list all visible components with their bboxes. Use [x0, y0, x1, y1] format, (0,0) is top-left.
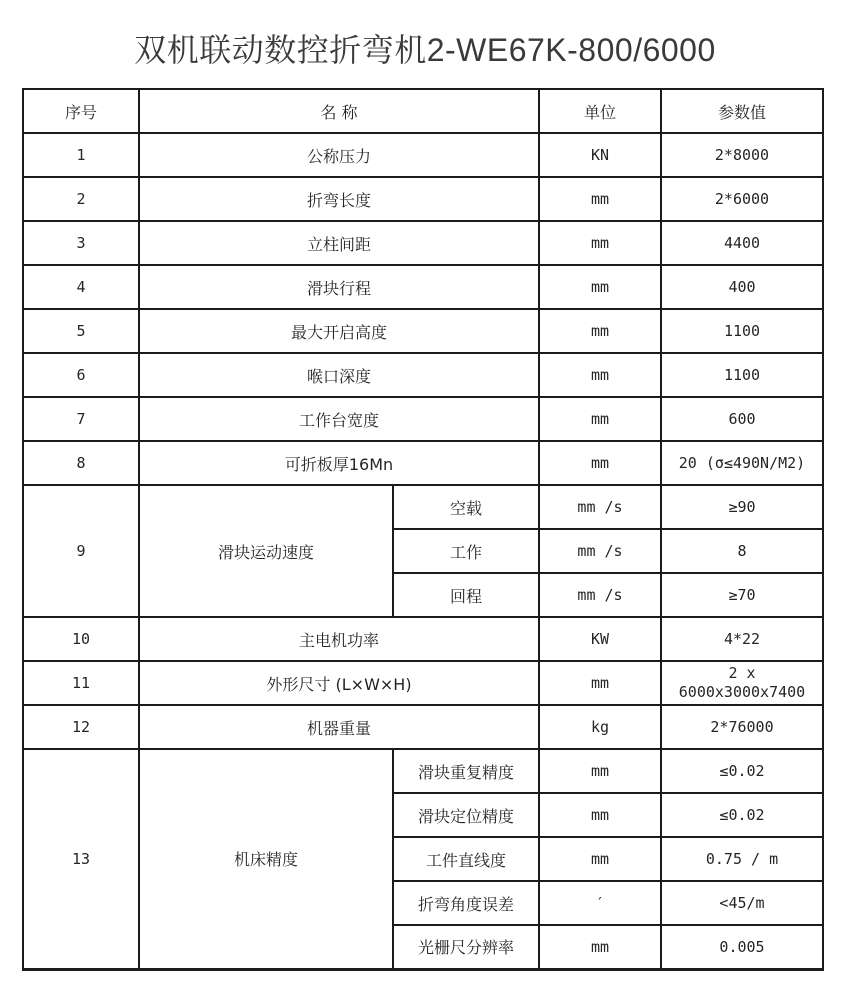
- cell-subname: 空载: [393, 485, 539, 529]
- cell-value: <45/m: [661, 881, 823, 925]
- cell-unit: kg: [539, 705, 661, 749]
- cell-subname: 滑块定位精度: [393, 793, 539, 837]
- cell-value: ≥70: [661, 573, 823, 617]
- table-row: [23, 221, 823, 265]
- cell-unit: mm: [539, 441, 661, 485]
- cell-name: 公称压力: [139, 133, 539, 177]
- header-unit: 单位: [539, 89, 661, 133]
- cell-subname: 滑块重复精度: [393, 749, 539, 793]
- cell-unit: mm /s: [539, 485, 661, 529]
- cell-unit: KN: [539, 133, 661, 177]
- cell-no: 3: [23, 221, 139, 265]
- cell-name: 滑块行程: [139, 265, 539, 309]
- header-value: 参数值: [661, 89, 823, 133]
- cell-value: 20 (σ≤490N/M2): [661, 441, 823, 485]
- cell-unit: mm: [539, 749, 661, 793]
- cell-value-line1: 2 x: [728, 664, 756, 682]
- table-row: [23, 705, 823, 749]
- cell-unit: mm: [539, 221, 661, 265]
- cell-value: ≤0.02: [661, 793, 823, 837]
- cell-subname: 折弯角度误差: [393, 881, 539, 925]
- cell-unit: mm: [539, 793, 661, 837]
- header-no: 序号: [23, 89, 139, 133]
- table-row: [23, 177, 823, 221]
- table-row: [23, 661, 823, 705]
- cell-unit: mm /s: [539, 529, 661, 573]
- cell-unit: KW: [539, 617, 661, 661]
- page-title: 双机联动数控折弯机2-WE67K-800/6000: [134, 32, 716, 68]
- cell-name: 最大开启高度: [139, 309, 539, 353]
- cell-no: 6: [23, 353, 139, 397]
- cell-name: 工作台宽度: [139, 397, 539, 441]
- cell-no: 11: [23, 661, 139, 705]
- cell-value: 600: [661, 397, 823, 441]
- cell-unit: mm: [539, 353, 661, 397]
- table-row: [23, 485, 823, 529]
- cell-no: 8: [23, 441, 139, 485]
- table-row: [23, 309, 823, 353]
- cell-name: 折弯长度: [139, 177, 539, 221]
- cell-no: 4: [23, 265, 139, 309]
- cell-value: ≥90: [661, 485, 823, 529]
- table-row: [23, 749, 823, 793]
- cell-name: 外形尺寸 (L×W×H): [139, 661, 539, 705]
- table-row: [23, 441, 823, 485]
- cell-unit: ′: [539, 881, 661, 925]
- cell-no: 2: [23, 177, 139, 221]
- spec-table: [22, 88, 824, 971]
- cell-subname: 工件直线度: [393, 837, 539, 881]
- cell-no: 13: [23, 749, 139, 969]
- cell-value: 2*6000: [661, 177, 823, 221]
- cell-value: 4*22: [661, 617, 823, 661]
- cell-unit: mm /s: [539, 573, 661, 617]
- cell-unit: mm: [539, 397, 661, 441]
- cell-name: 立柱间距: [139, 221, 539, 265]
- cell-unit: mm: [539, 265, 661, 309]
- cell-value: 2*76000: [661, 705, 823, 749]
- table-header-row: [23, 89, 823, 133]
- cell-no: 5: [23, 309, 139, 353]
- cell-no: 9: [23, 485, 139, 617]
- cell-value: 0.75 / m: [661, 837, 823, 881]
- cell-subname: 工作: [393, 529, 539, 573]
- cell-unit: mm: [539, 177, 661, 221]
- cell-name: 滑块运动速度: [139, 485, 393, 617]
- cell-no: 12: [23, 705, 139, 749]
- table-row: [23, 133, 823, 177]
- cell-subname: 回程: [393, 573, 539, 617]
- table-row: [23, 265, 823, 309]
- cell-unit: mm: [539, 837, 661, 881]
- header-name: 名 称: [139, 89, 539, 133]
- cell-value: 4400: [661, 221, 823, 265]
- cell-name: 机器重量: [139, 705, 539, 749]
- cell-name: 机床精度: [139, 749, 393, 969]
- table-row: [23, 397, 823, 441]
- cell-name: 主电机功率: [139, 617, 539, 661]
- cell-value: ≤0.02: [661, 749, 823, 793]
- cell-name: 喉口深度: [139, 353, 539, 397]
- table-row: [23, 617, 823, 661]
- cell-no: 7: [23, 397, 139, 441]
- cell-value: 8: [661, 529, 823, 573]
- cell-subname: 光栅尺分辨率: [393, 925, 539, 969]
- cell-unit: mm: [539, 925, 661, 969]
- cell-value: 0.005: [661, 925, 823, 969]
- cell-name: 可折板厚16Mn: [139, 441, 539, 485]
- cell-value: 400: [661, 265, 823, 309]
- cell-value: [661, 661, 823, 705]
- cell-value: 1100: [661, 309, 823, 353]
- table-row: [23, 353, 823, 397]
- cell-value-line2: 6000x3000x7400: [678, 683, 806, 701]
- cell-no: 10: [23, 617, 139, 661]
- cell-unit: mm: [539, 661, 661, 705]
- cell-no: 1: [23, 133, 139, 177]
- cell-value: 1100: [661, 353, 823, 397]
- cell-unit: mm: [539, 309, 661, 353]
- cell-value: 2*8000: [661, 133, 823, 177]
